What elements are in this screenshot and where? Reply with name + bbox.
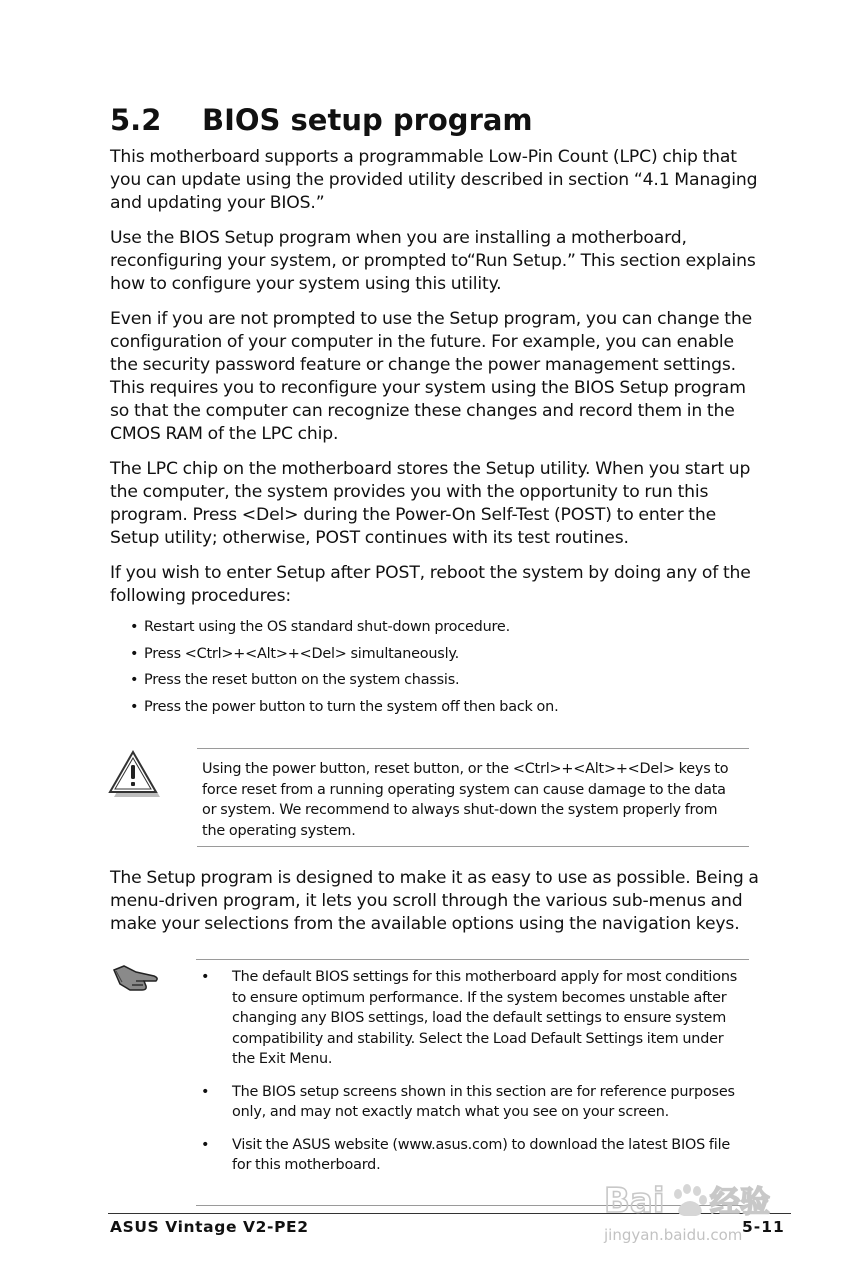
note-list xyxy=(196,967,749,1176)
watermark-url: jingyan.baidu.com xyxy=(604,1226,743,1244)
list-item: • Press the reset button on the system chassis. xyxy=(130,667,760,694)
paragraph: This motherboard supports a programmable Low-Pin Count (LPC) chip that you can update using the provided utility described in section “4.1 Managing and updating your BIOS.” xyxy=(110,147,758,213)
menu-paragraph: The Setup program is designed to make it as easy to use as possible. Being a menu-driven program, it lets you scroll through the various sub-menus and make your selections from the available options using the navigation keys. xyxy=(110,868,759,934)
paragraph: The LPC chip on the motherboard stores the Setup utility. When you start up the computer, the system provides you with the opportunity to run this program. Press <Del> during the Power-On Self-Test (POST) to enter the Setup utility; otherwise, POST continues with its test routines. xyxy=(110,459,751,548)
list-item: • Press <Ctrl>+<Alt>+<Del> simultaneously. xyxy=(130,641,760,668)
intro-text xyxy=(110,146,760,720)
paragraph: Use the BIOS Setup program when you are installing a motherboard, reconfiguring your system, or prompted to“Run Setup.” This section explains how to configure your system using this utility. xyxy=(110,228,756,294)
page-number: 5-11 xyxy=(742,1218,785,1236)
warning-triangle-icon xyxy=(108,748,160,798)
caution-box xyxy=(197,748,749,847)
section-number: 5.2 xyxy=(110,103,162,137)
svg-text:经验: 经验 xyxy=(710,1185,770,1220)
list-item: • The default BIOS settings for this motherboard apply for most conditions to ensure optimum performance. If the system becomes unstable after changing any BIOS settings, load the default settings to ensure system compatibility and stability. Select the Load Default Settings item under the Exit Menu. xyxy=(196,967,749,1070)
section-title: BIOS setup program xyxy=(202,103,533,137)
list-item: • Press the power button to turn the system off then back on. xyxy=(130,694,760,721)
paragraph: If you wish to enter Setup after POST, reboot the system by doing any of the following procedures: xyxy=(110,563,751,606)
list-item: • Restart using the OS standard shut-down procedure. xyxy=(130,614,760,641)
list-item: • Visit the ASUS website (www.asus.com) to download the latest BIOS file for this motherboard. xyxy=(196,1135,749,1176)
note-box xyxy=(196,959,749,1206)
caution-text: Using the power button, reset button, or the <Ctrl>+<Alt>+<Del> keys to force reset from a running operating system can cause damage to the data or system. We recommend to always shut-down the system properly from the operating system. xyxy=(202,761,729,839)
paragraph: Even if you are not prompted to use the Setup program, you can change the configuration of your computer in the future. For example, you can enable the security password feature or change the power management settings. This requires you to reconfigure your system using the BIOS Setup program so that the computer can recognize these changes and record them in the CMOS RAM of the LPC chip. xyxy=(110,309,753,444)
procedure-list xyxy=(110,614,760,720)
pointing-hand-icon xyxy=(110,960,162,996)
svg-text:Bai: Bai xyxy=(604,1181,665,1221)
list-item: • The BIOS setup screens shown in this section are for reference purposes only, and may not exactly match what you see on your screen. xyxy=(196,1082,749,1123)
section-heading xyxy=(110,100,770,140)
footer-product: ASUS Vintage V2-PE2 xyxy=(110,1218,309,1236)
